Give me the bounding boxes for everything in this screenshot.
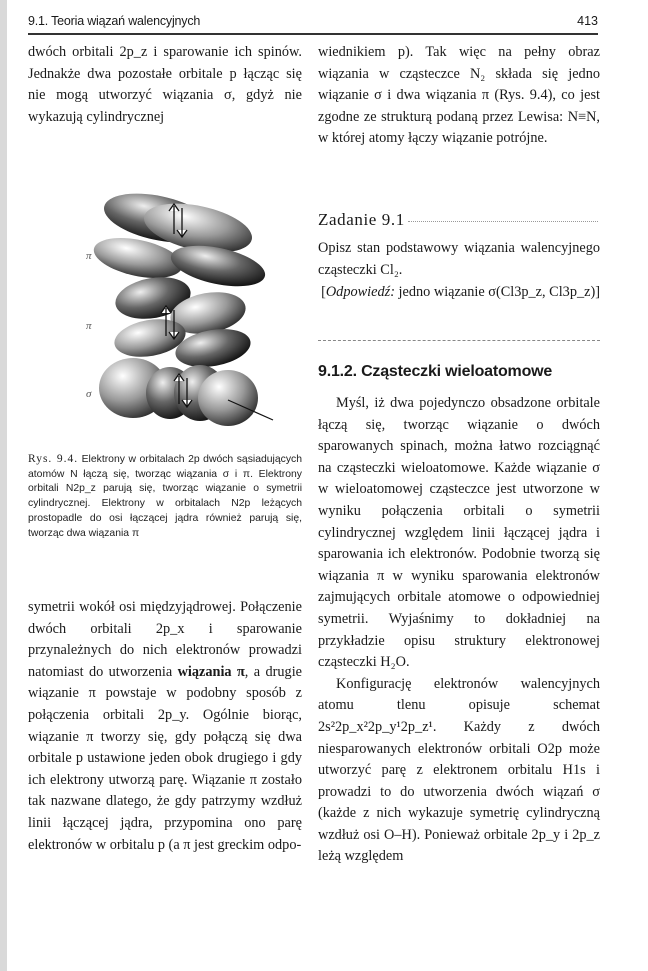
text-span: symetrii wokół osi międzyjądrowej. Połączenie dwóch orbitali 2p_x i sparowanie przynależnych do nich elektronów prowadzi natomiast do utworzenia: [28, 599, 302, 680]
pi-orbital-top: [90, 188, 268, 294]
left-column-bottom: [28, 597, 302, 856]
figure-label-sigma: σ: [86, 388, 92, 400]
paragraph: [28, 597, 302, 856]
pi-orbital-middle: [111, 272, 253, 373]
caption-text: Elektrony w orbitalach 2p dwóch sąsiadujących atomów N łączą się, tworząc wiązania σ i π. Elektrony orbitali N2p_z parują się, tworząc wiązanie o symetrii cylindrycznej. Elektrony w orbitalach N2p leżących prostopadle do osi łączącej jądra również parują się, tworząc dwa wiązania π: [28, 454, 303, 539]
running-head-title: 9.1. Teoria wiązań walencyjnych: [28, 14, 201, 28]
answer-text: jedno wiązanie σ(Cl3p_z, Cl3p_z)]: [398, 284, 600, 300]
page-binding-edge: [0, 0, 7, 971]
caption-label: Rys. 9.4.: [28, 453, 79, 465]
figure-orbitals: [78, 188, 278, 428]
right-column-bottom: [318, 393, 600, 868]
task-title-rule: [408, 221, 598, 222]
answer-label: Odpowiedź:: [325, 284, 395, 300]
text-span: , a drugie wiązanie π powstaje w podobny sposób z połączenia orbitali 2p_y. Ogólnie biorąc, wiązanie π tworzy się, gdy połączą się dwa orbitale p ustawione jeden obok drugiego i gdy ich elektrony utworzą parę. Wiązanie π zostało tak nazwane dlatego, że gdy patrzymy wzdłuż linii łączącej jądra, przypomina ono parę elektronów w orbitalu p (a π jest greckim odpo-: [28, 663, 303, 853]
task-answer: [Odpowiedź: jedno wiązanie σ(Cl3p_z, Cl3p_z)]: [321, 284, 600, 300]
right-column-top: [318, 42, 600, 150]
paragraph: Konfigurację elektronów walencyjnych atomu tlenu opisuje schemat 2s²2p_x²2p_y¹2p_z¹. Każdy z dwóch niesparowanych elektronów orbitali O2p może utworzyć parę z elektronem orbitalu H1s i prowadzi to do utworzenia dwóch wiązań σ (każde z nich wykazuje symetrię cylindryczną wzdłuż osi O–H). Ponieważ orbitale 2p_y i 2p_z leżą względem: [318, 675, 600, 865]
left-column-top: [28, 42, 302, 128]
figure-caption: [28, 452, 302, 541]
paragraph: dwóch orbitali 2p_z i sparowanie ich spinów. Jednakże dwa pozostałe orbitale p łącząc się nie mogą utworzyć wiązania σ, gdyż nie wykazują cylindrycznej: [28, 44, 302, 125]
figure-label-pi-2: π: [86, 320, 92, 332]
header-rule: [28, 33, 598, 35]
paragraph: Myśl, iż dwa pojedynczo obsadzone orbitale łączą się, tworząc wiązanie o dwóch sparowanych spinach, można łatwo rozciągnąć na cząsteczki wieloatomowe. Każde wiązanie σ w wieloatomowej cząsteczce jest utworzone w wyniku połączenia orbitali o symetrii cylindrycznej względem linii łączącej jądra i sparowania ich elektronów. Podobnie tworzą się wiązania π w wyniku sparowania elektronów zajmujących orbitale atomowe o odpowiedniej symetrii. Wyjaśnimy to dokładniej na przykładzie opisu struktury elektronowej cząsteczki H₂O.: [318, 395, 600, 671]
task-text: Opisz stan podstawowy wiązania walencyjnego cząsteczki Cl₂.: [318, 240, 600, 278]
task-end-rule: [318, 340, 600, 341]
paragraph: wiednikiem p). Tak więc na pełny obraz wiązania w cząsteczce N₂ składa się jedno wiązanie σ i dwa wiązania π (Rys. 9.4), co jest zgodne ze strukturą podaną przez Lewisa: N≡N, w której atomy łączy wiązanie potrójne.: [318, 44, 600, 147]
figure-label-pi-1: π: [86, 250, 92, 262]
task-title: Zadanie 9.1: [318, 210, 405, 229]
orbital-diagram: [78, 188, 278, 428]
page-header: [28, 12, 598, 32]
page-number: 413: [577, 14, 598, 28]
sigma-orbital: [99, 358, 273, 426]
bold-term: wiązania π: [177, 663, 245, 680]
section-heading: 9.1.2. Cząsteczki wieloatomowe: [318, 363, 553, 380]
